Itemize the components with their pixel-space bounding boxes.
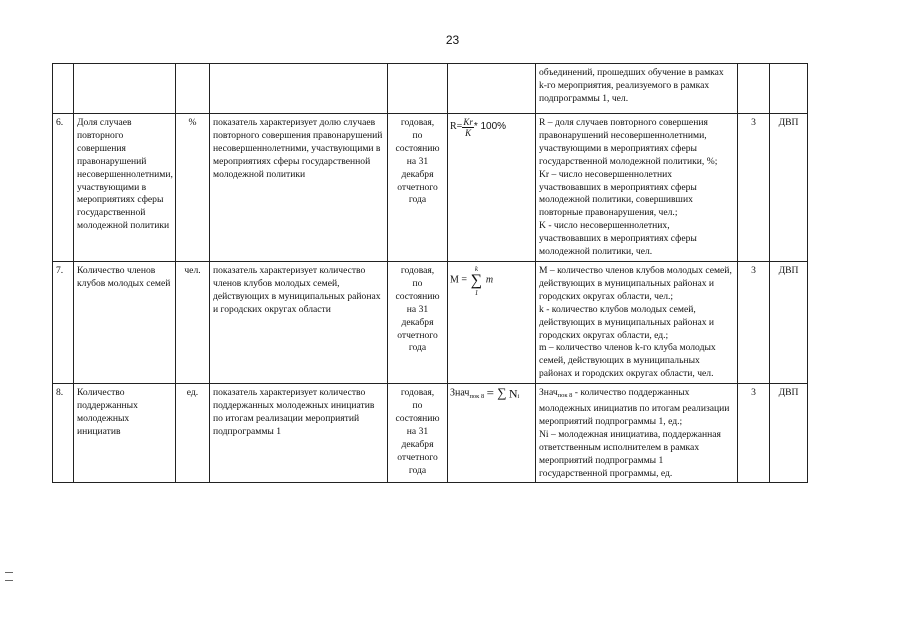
- indicator-explanation: [536, 384, 738, 483]
- formula-sum: = ∑: [486, 385, 507, 401]
- indicator-formula: [448, 64, 536, 114]
- indicator-grade: 3: [738, 261, 770, 383]
- indicator-explanation: R – доля случаев повторного совершения правонарушений несовершеннолетними, участвующими в мероприятиях сферы государственной молодежной политики, %; Kr – число несовершеннолетних участвовавших в мероприятиях сферы молодежной политики, совершивших повторные правонарушения, чел.; K - число несовершеннолетних, участвовавших в мероприятиях сферы молодежной политики, чел.: [536, 114, 738, 262]
- margin-mark: [5, 572, 13, 573]
- row-number: [53, 64, 74, 114]
- explanation-lead: Знач: [539, 387, 558, 399]
- formula-denominator: K: [465, 128, 472, 138]
- formula-lhs: R=: [450, 121, 463, 133]
- explanation-text: - количество поддержанных молодежных инициатив по итогам реализации мероприятий подпрограммы 1, ед.; Ni – молодежная инициатива, поддержанная ответственным исполнителем в рамках мероприятий подпрограммы 1 государственной программы, ед.: [539, 387, 730, 479]
- indicator-description: [210, 64, 388, 114]
- indicator-name: Количество поддержанных молодежных инициатив: [74, 384, 176, 483]
- indicator-period: годовая, по состоянию на 31 декабря отчетного года: [388, 114, 448, 262]
- row-number: 8.: [53, 384, 74, 483]
- indicator-unit: ед.: [176, 384, 210, 483]
- row-number: 7.: [53, 261, 74, 383]
- indicator-period: годовая, по состоянию на 31 декабря отчетного года: [388, 261, 448, 383]
- indicator-unit: %: [176, 114, 210, 262]
- table-row: [53, 384, 808, 483]
- indicator-period: [388, 64, 448, 114]
- formula-rhs: * 100%: [473, 121, 507, 133]
- margin-mark: [5, 580, 13, 581]
- indicator-grade: 3: [738, 114, 770, 262]
- indicator-source: ДВП: [770, 384, 808, 483]
- formula-body: N: [508, 386, 518, 401]
- indicator-description: показатель характеризует количество членов клубов молодых семей, действующих в муниципальных районах и городских округах области: [210, 261, 388, 383]
- sum-lower-limit: 1: [474, 288, 479, 297]
- indicator-name: Доля случаев повторного совершения правонарушений несовершеннолетними, участвующими в мероприятиях сферы государственной молодежной политики: [74, 114, 176, 262]
- indicator-explanation: M – количество членов клубов молодых семей, действующих в муниципальных районах и городских округах области, чел.; k - количество клубов молодых семей, действующих в муниципальных районах и городских округах области, ед.; m – количество членов k-го клуба молодых семей, действующих в муниципальных районах и городских округах области, чел.: [536, 261, 738, 383]
- indicator-formula: [448, 384, 536, 483]
- page-number: 23: [445, 33, 460, 47]
- indicator-formula: [448, 261, 536, 383]
- formula-lhs: M =: [450, 274, 468, 286]
- table-row: [53, 114, 808, 262]
- summation-icon: k ∑ 1: [470, 264, 483, 297]
- indicator-name: Количество членов клубов молодых семей: [74, 261, 176, 383]
- formula-fraction: [462, 117, 474, 138]
- indicator-unit: чел.: [176, 261, 210, 383]
- indicator-explanation: объединений, прошедших обучение в рамках k-го мероприятия, реализуемого в рамках подпрограммы 1, чел.: [536, 64, 738, 114]
- indicator-grade: 3: [738, 384, 770, 483]
- indicator-unit: [176, 64, 210, 114]
- indicator-source: ДВП: [770, 114, 808, 262]
- table-row-continuation: [53, 64, 808, 114]
- indicator-source: ДВП: [770, 261, 808, 383]
- formula-body: m: [485, 274, 494, 286]
- sum-upper-limit: k: [474, 264, 478, 273]
- indicator-grade: [738, 64, 770, 114]
- indicator-period: годовая, по состоянию на 31 декабря отчетного года: [388, 384, 448, 483]
- formula-numerator: Kr: [463, 117, 473, 127]
- row-number: 6.: [53, 114, 74, 262]
- formula-body-subscript: i: [517, 393, 520, 401]
- formula-lhs: Знач: [450, 387, 470, 399]
- indicator-description: показатель характеризует количество поддержанных молодежных инициатив по итогам реализации мероприятий подпрограммы 1: [210, 384, 388, 483]
- formula-lhs-subscript: пок 8: [469, 393, 485, 401]
- indicators-table: [52, 63, 808, 483]
- explanation-lead-subscript: пок 8: [557, 392, 573, 400]
- indicator-formula: [448, 114, 536, 262]
- indicator-name: [74, 64, 176, 114]
- indicator-description: показатель характеризует долю случаев повторного совершения правонарушений несовершеннолетними, участвующими в мероприятиях сферы государственной молодежной политики: [210, 114, 388, 262]
- indicator-source: [770, 64, 808, 114]
- table-row: [53, 261, 808, 383]
